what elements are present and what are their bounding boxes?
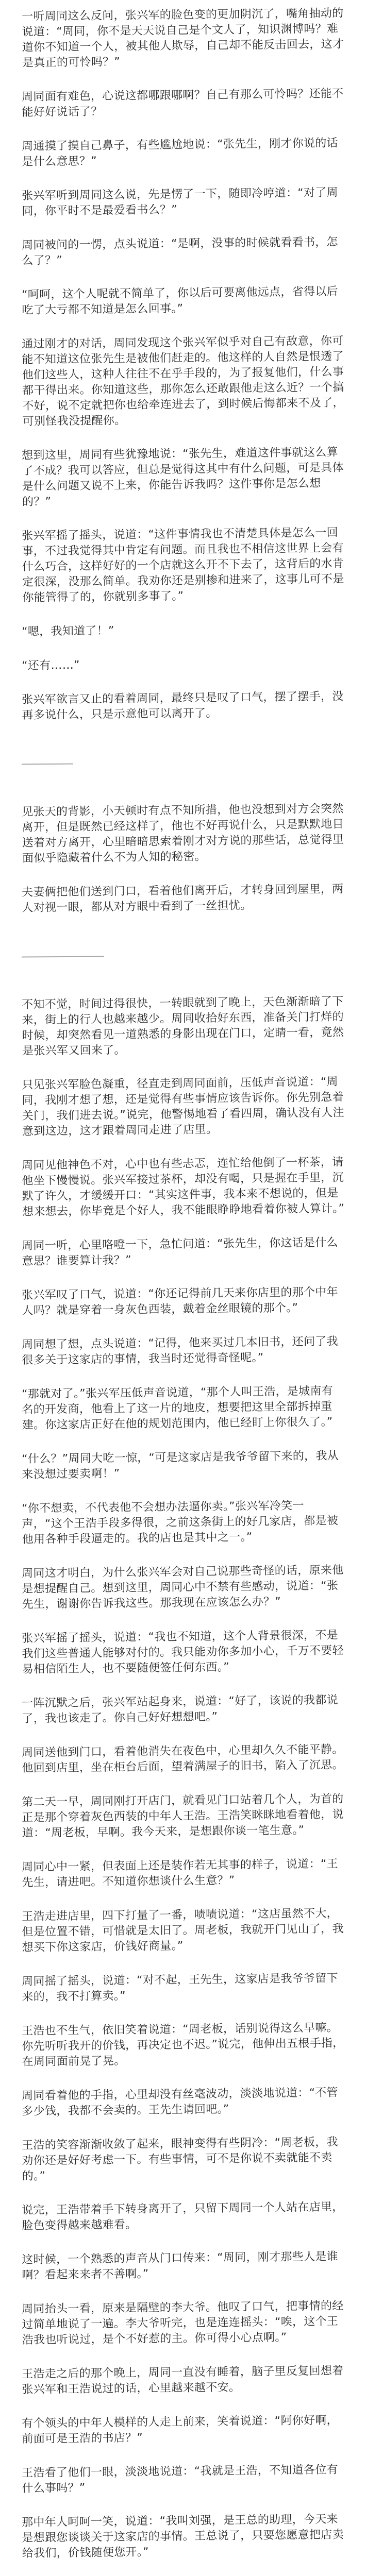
paragraph: 那中年人呵呵一笑，说道：“我叫刘强，是王总的助理，今天来是想跟您谈谈关于这家店的事情。王总说了，只要您愿意把店卖给我们，价钱随便您开。” <box>22 2513 344 2560</box>
paragraph: 周同被问的一愣，点头说道：“是啊，没事的时候就看看书，怎么了？” <box>22 235 339 267</box>
paragraph: 王浩走之后的那个晚上，周同一直没有睡着，脑子里反复回想着张兴军和王浩说过的话，心里越来越不安。 <box>22 2364 344 2396</box>
paragraph: 王浩的笑容渐渐收敛了起来，眼神变得有些阴冷：“周老板，我劝你还是好好考虑一下。有些事情，可不是你说不卖就能不卖的。” <box>22 2136 339 2183</box>
paragraph: “什么？”周同大吃一惊，“可是这家店是我爷爷留下来的，我从来没想过要卖啊！” <box>22 1449 339 1481</box>
paragraph: 见张天的背影，小天顿时有点不知所措，他也没想到对方会突然离开，但是既然已经这样了，他也不好再说什么，只是默默地目送着对方离开，心里暗暗思索着刚才对方说的那些话，总觉得里面似乎隐藏着什么不为人知的秘密。 <box>22 802 344 865</box>
paragraph: “那就对了。”张兴军压低声音说道，“那个人叫王浩，是城南有名的开发商，他看上了这一片的地皮，想要把这里全部拆掉重建。你这家店正好在他的规划范围内，他已经盯上你很久了。” <box>22 1384 334 1432</box>
paragraph: 周同见他神色不对，心中也有些忐忑，连忙给他倒了一杯茶，请他坐下慢慢说。张兴军接过茶杯，却没有喝，只是握在手里，沉默了许久，才缓缓开口：“其实这件事，我本来不想说的，但是想来想去，你毕竟是个好人，我不能眼睁睁地看着你被人算计。” <box>22 1156 345 1218</box>
paragraph: “你不想卖，不代表他不会想办法逼你卖。”张兴军冷笑一声，“这个王浩手段多得很，之前这条街上的好几家店，都是被他用各种手段逼走的。我的店也是其中之一。” <box>22 1499 339 1546</box>
paragraph: “呵呵，这个人呢就不简单了，你以后可要离他远点，省得以后吃了大亏都不知道是怎么回事。” <box>22 285 339 317</box>
paragraph: 不知不觉，时间过得很快，一转眼就到了晚上，天色渐渐暗了下来，街上的行人也越来越少。周同收拾好东西，准备关门打烊的时候，却突然看见一道熟悉的身影出现在门口，定睛一看，竟然是张兴军又回来了。 <box>22 995 344 1058</box>
paragraph: 周同送他到门口，看着他消失在夜色中，心里却久久不能平静。他回到店里，坐在柜台后面，望着满屋子的旧书，陷入了沉思。 <box>22 1743 344 1775</box>
paragraph: 王浩走进店里，四下打量了一番，啧啧说道：“这店虽然不大，但是位置不错，可惜就是太旧了。周老板，我就开门见山了，我想买下你这家店，价钱好商量。” <box>22 1907 344 1954</box>
paragraph: 一听周同这么反问，张兴军的脸色变的更加阴沉了，嘴角抽动的说道：“周同，你不是天天说自己是个文人了，知识渊博吗？难道你不知道一个人，被其他人欺辱，自己却不能反击回去，这才是真正的可怜吗？” <box>22 7 344 70</box>
paragraph: 张兴军听到周同这么说，先是愣了一下，随即冷哼道：“对了周同，你平时不是最爱看书么？” <box>22 186 339 218</box>
paragraph: 想到这里，周同有些犹豫地说：“张先生，难道这件事就这么算了不成？我可以答应，但总是觉得这其中有什么问题，可是具体是什么问题又说不上来，你能告诉我吗？这件事你是怎么想的？” <box>22 446 344 509</box>
paragraph: 周同摇了摇头，说道：“对不起，王先生，这家店是我爷爷留下来的，我不打算卖。” <box>22 1972 339 2004</box>
paragraph: 王浩也不生气，依旧笑着说道：“周老板，话别说得这么早嘛。你先听听我开的价钱，再决定也不迟。”说完，他伸出五根手指，在周同面前晃了晃。 <box>22 2021 344 2069</box>
paragraph: 张兴军摇了摇头，说道：“我也不知道，这个人背景很深，不是我们这些普通人能够对付的。我只能劝你多加小心，千万不要轻易相信陌生人，也不要随便签任何东西。” <box>22 1629 344 1676</box>
paragraph: 夫妻俩把他们送到门口，看着他们离开后，才转身回到屋里，两人对视一眼，都从对方眼中看到了一丝担忧。 <box>22 883 344 914</box>
paragraph: 周同抬头一看，原来是隔壁的李大爷。他叹了口气，把事情的经过简单地说了一遍。李大爷听完，也是连连摇头：“唉，这个王浩我也听说过，是个不好惹的主。你可得小心点啊。” <box>22 2299 344 2347</box>
paragraph: 周同一听，心里咯噔一下，急忙问道：“张先生，你这话是什么意思？谁要算计我？” <box>22 1236 339 1268</box>
paragraph: 王浩看了他们一眼，淡淡地说道：“我就是王浩，不知道各位有什么事吗？” <box>22 2463 339 2495</box>
paragraph: “嗯，我知道了！” <box>22 624 114 638</box>
paragraph: 周同面有难色，心说这都哪跟哪啊？自己有那么可怜吗？还能不能好好说话了？ <box>22 87 344 119</box>
paragraph: 周同想了想，点头说道：“记得，他来买过几本旧书，还问了我很多关于这家店的事情，我当时还觉得奇怪呢。” <box>22 1335 339 1367</box>
paragraph: 这时候，一个熟悉的声音从门口传来：“周同，刚才那些人是谁啊？看起来来者不善啊。” <box>22 2250 339 2282</box>
paragraph: 通过刚才的对话，周同发现这个张兴军似乎对自己有敌意，你可能不知道这位张先生是被他们赶走的。他这样的人自然是恨透了他们这些人，这种人往往不在乎手段的，为了报复他们，什么事都干得出来。你知道这些，那你怎么还敢跟他走这么近？一个搞不好，说不定就把你也给牵连进去了，到时候后悔都来不及了，可别怪我没提醒你。 <box>22 334 344 428</box>
paragraph: 周同看着他的手指，心里却没有丝毫波动，淡淡地说道：“不管多少钱，我都不会卖的。王先生请回吧。” <box>22 2086 339 2118</box>
paragraph: 张兴军欲言又止的看着周同，最终只是叹了口气，摆了摆手，没再多说什么，只是示意他可以离开了。 <box>22 690 344 722</box>
paragraph: 说完，王浩带着手下转身离开了，只留下周同一个人站在店里，脸色变得越来越难看。 <box>22 2200 344 2232</box>
paragraph: 周通摸了摸自己鼻子，有些尴尬地说：“张先生，刚才你说的话是什么意思？” <box>22 137 339 168</box>
paragraph: 一阵沉默之后，张兴军站起身来，说道：“好了，该说的我都说了，我也该走了。你自己好好想想吧。” <box>22 1693 339 1725</box>
section-divider <box>22 956 104 957</box>
paragraph: 第二天一早，周同刚打开店门，就看见门口站着几个人，为首的正是那个穿着灰色西装的中年人王浩。王浩笑眯眯地看着他，说道：“周老板，早啊。我今天来，是想跟你谈一笔生意。” <box>22 1792 344 1840</box>
section-divider <box>22 764 73 765</box>
paragraph: 周同心中一紧，但表面上还是装作若无其事的样子，说道：“王先生，请进吧。不知道你想谈什么生意？” <box>22 1857 339 1889</box>
paragraph: 有个领头的中年人模样的人走上前来，笑着说道：“阿你好啊，前面可是王浩的书店？” <box>22 2414 339 2446</box>
paragraph: “还有……” <box>22 658 80 672</box>
paragraph: 张兴军叹了口气，说道：“你还记得前几天来你店里的那个中年人吗？就是穿着一身灰色西装，戴着金丝眼镜的那个。” <box>22 1285 339 1317</box>
paragraph: 张兴军摇了摇头，说道：“这件事情我也不清楚具体是怎么一回事，不过我觉得其中肯定有问题。而且我也不相信这世界上会有什么巧合，这样好好的一个店就这么开不下去了，这背后的水肯定很深，没那么简单。我劝你还是别掺和进来了，这事儿可不是你能管得了的，你就别多事了。” <box>22 526 344 604</box>
paragraph: 只见张兴军脸色凝重，径直走到周同面前，压低声音说道：“周同，我刚才想了想，还是觉得有些事情应该告诉你。你先别急着关门，我们进去说。”说完，他警惕地看了看四周，确认没有人注意到这边，这才跟着周同走进了店里。 <box>22 1075 344 1138</box>
paragraph: 周同这才明白，为什么张兴军会对自己说那些奇怪的话，原来他是想提醒自己。想到这里，周同心中不禁有些感动，说道：“张先生，谢谢你告诉我这些。那我现在应该怎么办？” <box>22 1564 344 1611</box>
